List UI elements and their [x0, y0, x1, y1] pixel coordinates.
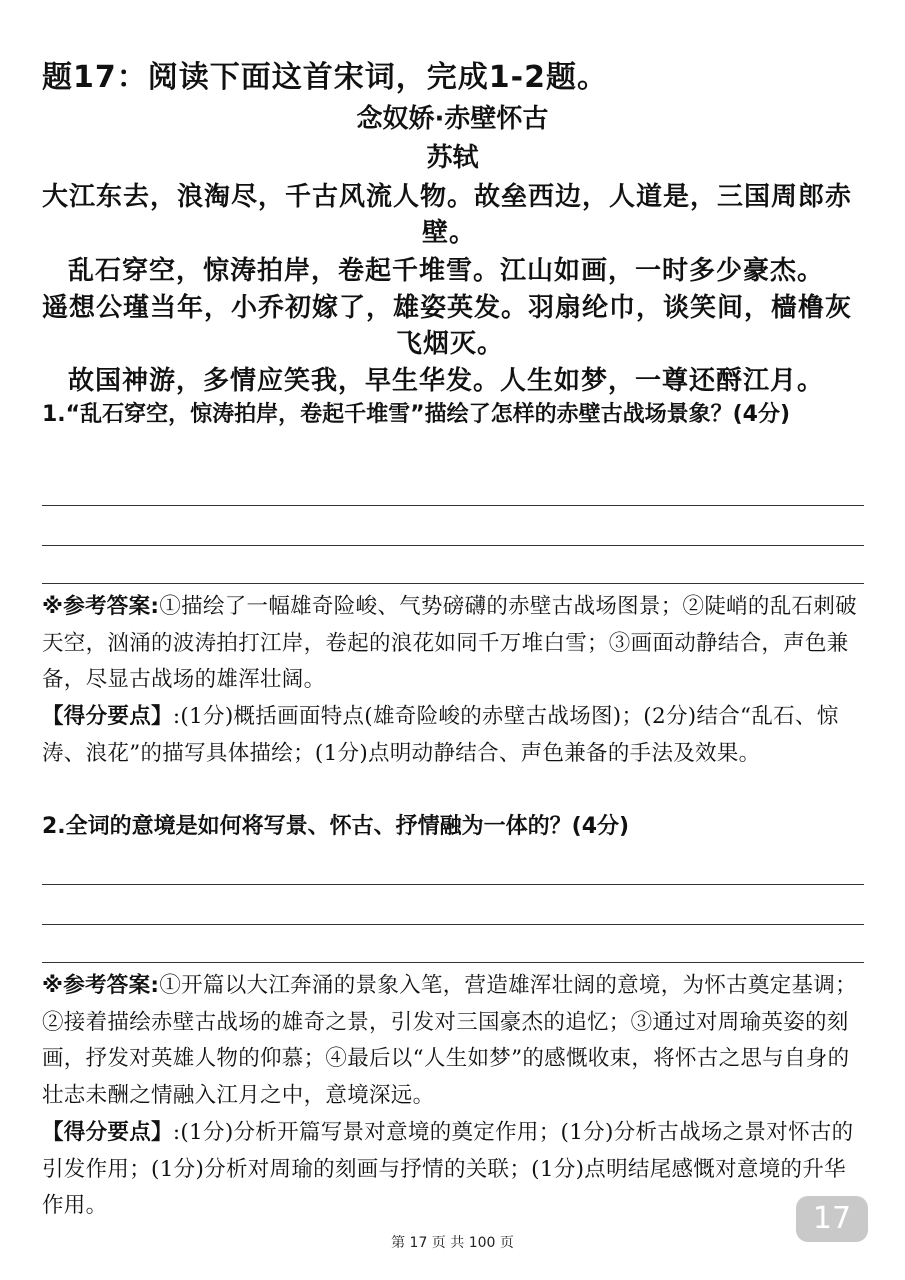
q1-scoring-points — [42, 699, 864, 772]
scoring-points-label: 【得分要点】 — [42, 1120, 173, 1145]
page-footer: 第 17 页 共 100 页 — [391, 1235, 514, 1251]
poem-author: 苏轼 — [426, 143, 479, 173]
poem-line-5: 飞烟灭。 — [396, 329, 505, 359]
reference-answer-text: ①描绘了一幅雄奇险峻、气势磅礴的赤壁古战场图景；②陡峭的乱石刺破天空，汹涌的波涛拍打江岸，卷起的浪花如同千万堆白雪；③画面动静结合，声色兼备，尽显古战场的雄浑壮阔。 — [42, 594, 857, 692]
answer-writing-line — [42, 884, 864, 885]
poem-line-4: 遥想公瑾当年，小乔初嫁了，雄姿英发。羽扇纶巾，谈笑间，樯橹灰 — [42, 293, 853, 323]
question-set-title: 题17：阅读下面这首宋词，完成1-2题。 — [42, 60, 608, 95]
poem-line-1: 大江东去，浪淘尽，千古风流人物。故垒西边，人道是，三国周郎赤 — [42, 182, 853, 212]
poem-title: 念奴娇·赤壁怀古 — [356, 104, 549, 134]
scoring-points-text: :(1分)分析开篇写景对意境的奠定作用；(1分)分析古战场之景对怀古的引发作用；(1分)分析对周瑜的刻画与抒情的关联；(1分)点明结尾感慨对意境的升华作用。 — [42, 1120, 854, 1218]
answer-writing-line — [42, 583, 864, 584]
poem-line-3: 乱石穿空，惊涛拍岸，卷起千堆雪。江山如画，一时多少豪杰。 — [68, 256, 825, 286]
question-1: 1.“乱石穿空，惊涛拍岸，卷起千堆雪”描绘了怎样的赤壁古战场景象？(4分) — [42, 402, 791, 427]
answer-writing-line — [42, 545, 864, 546]
poem-line-6: 故国神游，多情应笑我，早生华发。人生如梦，一尊还酹江月。 — [68, 366, 825, 396]
question-2: 2.全词的意境是如何将写景、怀古、抒情融为一体的？(4分) — [42, 814, 630, 839]
answer-writing-line — [42, 924, 864, 925]
page-number-badge: 17 — [796, 1196, 868, 1242]
answer-writing-line — [42, 505, 864, 506]
reference-answer-label: ※参考答案: — [42, 973, 160, 998]
answer-writing-line — [42, 962, 864, 963]
scoring-points-label: 【得分要点】 — [42, 704, 173, 729]
reference-answer-label: ※参考答案: — [42, 594, 160, 619]
reference-answer-text: ①开篇以大江奔涌的景象入笔，营造雄浑壮阔的意境，为怀古奠定基调；②接着描绘赤壁古战场的雄奇之景，引发对三国豪杰的追忆；③通过对周瑜英姿的刻画，抒发对英雄人物的仰慕；④最后以“人生如梦”的感慨收束，将怀古之思与自身的壮志未酬之情融入江月之中，意境深远。 — [42, 973, 857, 1108]
poem-line-2: 壁。 — [422, 218, 477, 248]
q2-reference-answer — [42, 968, 864, 1114]
scoring-points-text: :(1分)概括画面特点(雄奇险峻的赤壁古战场图)；(2分)结合“乱石、惊涛、浪花”的描写具体描绘；(1分)点明动静结合、声色兼备的手法及效果。 — [42, 704, 839, 766]
q2-scoring-points — [42, 1115, 864, 1225]
q1-reference-answer — [42, 589, 864, 699]
